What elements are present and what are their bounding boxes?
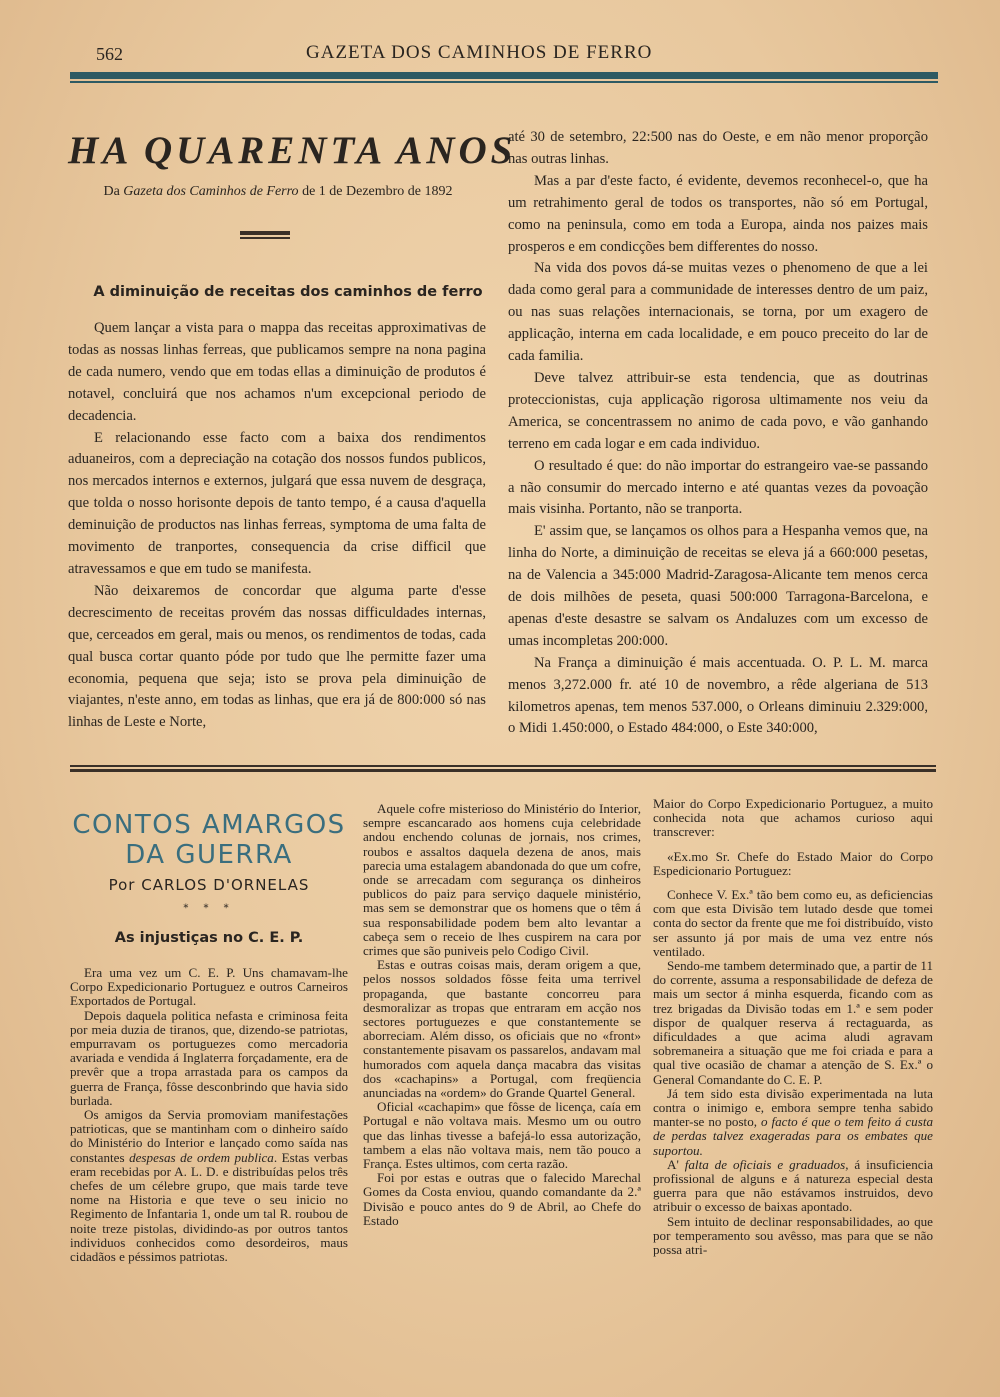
paragraph: até 30 de setembro, 22:500 nas do Oeste, e em não menor proporção nas outras linhas. [508,129,928,167]
paragraph: Sendo-me tambem determinado que, a partir de 11 do corrente, assuma a responsabilidade de defeza de mais um sector á minha esquerda, ficando com as trez brigadas da Divisão todas em 1.ª e sem poder dispor de qualquer reserva á rectaguarda, as dificuldades a que acima aludi agravam sobremaneira a situação que me foi criada e para a qual tive ocasião de chamar a atenção de S. Ex.ª o General Comandante do C. E. P. [653,958,933,1087]
header-rule-thin [70,81,938,83]
paragraph: Oficial «cachapim» que fôsse de licença, caía em Portugal e não voltava mais. Mesmo um ou outro que das linhas tivesse a bafejá-lo essa autorização, tambem a elas não voltava mais, nem tão pouco a França. Estes ultimos, com certa razão. [363,1099,641,1172]
section-divider [70,765,936,767]
ornament-rule-thin [240,237,290,239]
ornament-rule [240,231,290,235]
paragraph: Os amigos da Servia promoviam manifestações patrioticas, que se mantinham com o dinheiro saído do Ministério do Interior e lançado como saída nas constantes despesas de ordem publica. Estas verbas eram recebidas por A. L. D. e distribuídas pelos três chefes de um célebre grupo, que mais tarde teve nome na Historia e que teve o seu inicio no Regimento de Infantaria 1, onde um tal R. roubou de noite treze pistolas, dividindo-as por outros tantos individuos conhecidos como desordeiros, maus cidadãos e péssimos patriotas. [70,1107,348,1265]
paragraph: A' falta de oficiais e graduados, á insuficiencia profissional de alguns e á natureza especial desta guerra para que não estávamos instruidos, devo atribuir o excesso de baixas apontado. [653,1156,934,1215]
paragraph: E' assim que, se lançamos os olhos para a Hespanha vemos que, na linha do Norte, a diminuição de receitas se eleva já a 660:000 pesetas, na de Valencia a 345:000 Madrid-Zaragosa-Alicante tem menos cerca de dois milhões de peseta, quasi 500:000 Tarragona-Barcelona, e apenas d'este desastre se salvam os Andaluzes com um excesso de umas incompletas 200:000. [508,523,928,649]
paragraph: Na vida dos povos dá-se muitas vezes o phenomeno de que a lei dada como geral para a communidade de interesses dentro de um paiz, ou nas suas relações internacionais, se torna, por um exagero de applicação, interna em cada localidade, e em pouco preceito do lar de cada familia. [508,260,928,365]
paragraph: Não deixaremos de concordar que alguma parte d'esse decrescimento de receitas provém das nossas difficuldades internas, que, cerceados em geral, mais ou menos, os rendimentos de todas, cada qual busca cortar quanto póde por tudo que lhe permitte fazer uma economia, pequena que seja; isto se prova pela diminuição de viajantes, n'este anno, em todas as linhas, que era já de 800:000 só nas linhas de Leste e Norte, [68,582,486,731]
paragraph: Maior do Corpo Expedicionario Portuguez, a muito conhecida nota que achamos curioso aqui transcrever: [653,796,933,840]
article-source: Da Gazeta dos Caminhos de Ferro de 1 de Dezembro de 1892 [103,184,453,199]
paragraph: Sem intuito de declinar responsabilidades, ao que por temperamento sou avêsso, mas para que se não possa atri- [653,1213,933,1258]
paragraph: O resultado é que: do não importar do estrangeiro vae-se passando a não consumir do mercado interno e até quantas vezes da povoação mais visinha. Portanto, não se tranporta. [508,457,928,518]
article-subheading: A diminuição de receitas dos caminhos de ferro [93,284,483,300]
story-column-1 [70,966,348,1264]
paragraph: E relacionando esse facto com a baixa dos rendimentos aduaneiros, com a depreciação na cotação dos nossos fundos publicos, nos mercados internos e externos, julgará que essa nuvem de desgraça, que tolda o nosso horisonte depois de tanto tempo, é a causa d'aquella deminuição de productos nas linhas ferreas, symptoma de uma falta de movimento de tranportes, consequencia da crise difficil que atravessamos e que em tudo se manifesta. [68,429,486,577]
paragraph: Quem lançar a vista para o mappa das receitas approximativas de todas as nossas linhas ferreas, que publicamos sempre na nona pagina de cada numero, vendo que em todas ellas a diminuição de produtos é notavel, concluirá que nos achamos n'um excepcional periodo de decadencia. [68,320,486,424]
article-column-right [508,127,928,740]
stars-ornament: * * * [183,903,235,914]
paragraph: Era uma vez um C. E. P. Uns chamavam-lhe Corpo Expedicionario Portuguez e outros Carneiros Exportados de Portugal. [70,965,348,1009]
story-column-3 [653,797,933,1257]
section-divider-thick [70,769,936,772]
article-column-left [68,318,486,734]
paragraph: Foi por estas e outras que o falecido Marechal Gomes da Costa enviou, quando comandante da 2.ª Divisão e pouco antes do 9 de Abril, ao Chefe do Estado [363,1170,641,1228]
journal-title: GAZETA DOS CAMINHOS DE FERRO [306,42,653,63]
paragraph: Estas e outras coisas mais, deram origem a que, pelos nossos soldados fôsse feita uma terrivel propaganda, que bastante concorreu para desmoralizar as tropas que entraram em acção nos sectores portuguezes e que constantemente se aborreciam. Além disso, os oficiais que no «front» constantemente pisavam os passarelos, andavam mal humorados com aquela dança macabra das visitas dos «cachapins» a Portugal, com freqüencia anunciadas na «ordem» do Grande Quartel General. [363,957,641,1101]
page-header [96,40,936,70]
paragraph: Já tem sido esta divisão experimentada na luta contra o inimigo e, embora sempre tenha sabido manter-se no posto, o facto é que o tem feito á custa de perdas talvez exageradas para os embates que suportou. [653,1085,934,1158]
story-subheading: As injustiças no C. E. P. [114,930,304,946]
paragraph: Na França a diminuição é mais accentuada. O. P. L. M. marca menos 3,272.000 fr. até 10 de novembro, a rêde algeriana de 513 kilometros apenas, tem menos 537.000, o Orleans diminuiu 2.329:000, o Midi 1.450:000, o Estado 484:000, o Este 340:000, [508,654,928,737]
paragraph: Deve talvez attribuir-se esta tendencia, que as doutrinas proteccionistas, cuja applicação rigorosa ultimamente nos veiu da America, se concentrassem no animo de cada povo, e vão ganhando terreno em cada logar e em cada individuo. [508,369,928,452]
paragraph: Mas a par d'este facto, é evidente, devemos reconhecel-o, que ha um retrahimento geral de todos os transportes, não só em Portugal, como na peninsula, como em toda a Europa, ainda nos paizes mais prosperos e em condicções bem differentes do nosso. [508,172,928,255]
paragraph: Depois daquela politica nefasta e criminosa feita por meia duzia de tiranos, que, dizendo-se patriotas, empurravam os portuguezes como mercadoria avariada e vendida á Inglaterra forçadamente, era de prevêr que a tropa arrastada para os campos da guerra de França, fôsse desconbrindo que havia sido burlada. [70,1007,348,1108]
story-title: CONTOS AMARGOS DA GUERRA [72,810,346,870]
page-number: 562 [96,44,123,64]
story-column-2 [363,802,641,1228]
story-author: Por CARLOS D'ORNELAS [108,876,310,894]
paragraph: «Ex.mo Sr. Chefe do Estado Maior do Corpo Espedicionario Portuguez: [653,848,933,878]
paragraph: Conhece V. Ex.ª tão bem como eu, as deficiencias com que esta Divisão tem lutado desde que tomei conta do sector da frente que me foi distribuído, visto ser assunto já por mais de uma vez entre nós ventilado. [653,887,933,959]
header-rule [70,72,938,79]
article-title: HA QUARENTA ANOS [68,129,517,172]
paragraph: Aquele cofre misterioso do Ministério do Interior, sempre escancarado aos homens cuja celebridade andou enchendo colunas de jornais, nos crimes, roubos e assaltos daquela dezena de anos, mais parecia uma estalagem abandonada do que um cofre, onde se arrecadam com segurança os dinheiros publicos do paiz para serviço daquele ministério, mas sem se demonstrar que os homens que o têm á sua responsabilidade podem bem alto levantar a cabeça sem o receio de lhes cuspirem na cara por crimes que são puniveis pelo Codigo Civil. [363,801,641,959]
